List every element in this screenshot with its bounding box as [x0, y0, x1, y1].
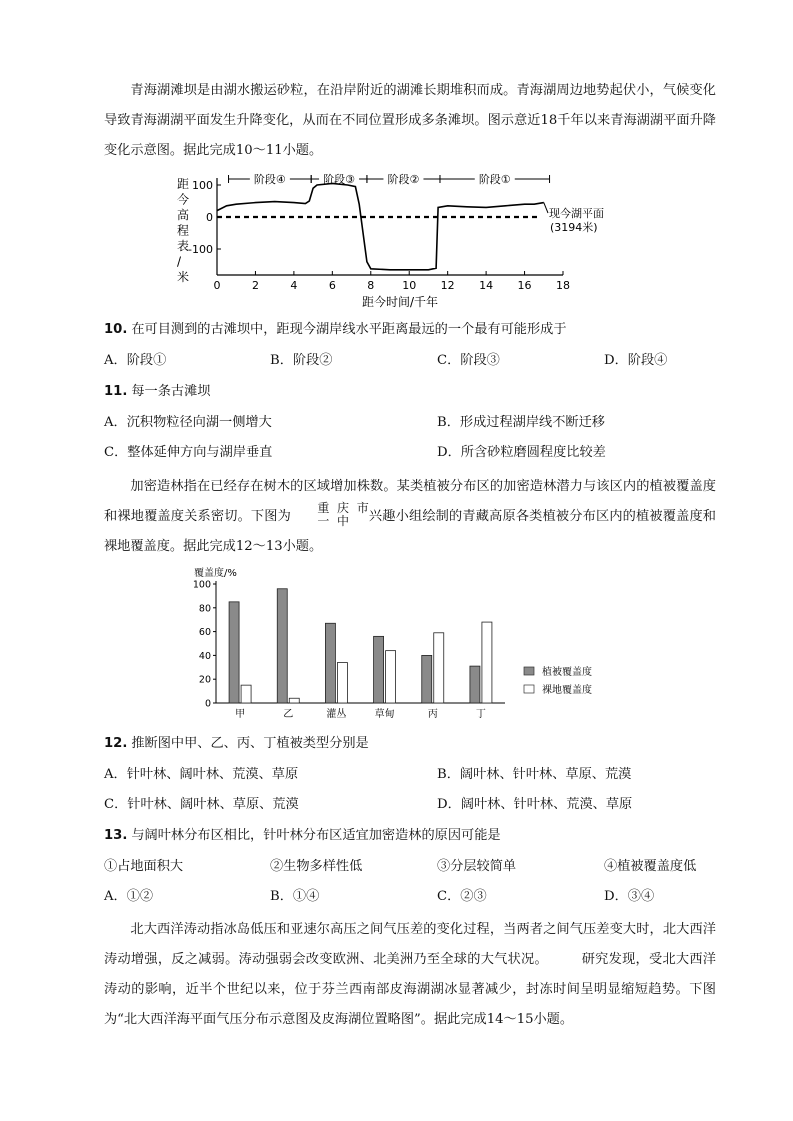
reference-label: 现今湖平面 [549, 207, 604, 220]
bar-bare-cover [289, 698, 299, 703]
question-12-text: 推断图中甲、乙、丙、丁植被类型分别是 [131, 736, 369, 751]
coverage-x-tick-label: 丁 [475, 709, 486, 720]
bar-bare-cover [386, 651, 396, 703]
lake-y-label-char: 表 [177, 239, 190, 253]
stage-label: 阶段④ [253, 173, 286, 186]
lake-x-tick-label: 2 [251, 279, 259, 292]
lake-stages [229, 172, 550, 186]
question-13: 13. 与阔叶林分布区相比，针叶林分布区适宜加密造林的原因可能是 [104, 828, 501, 843]
question-11: 11. 每一条古滩坝 [104, 384, 211, 399]
legend-bare: 裸地覆盖度 [542, 685, 592, 696]
lake-x-tick-label: 14 [479, 279, 494, 292]
q13-option-b[interactable]: B．①④ [270, 889, 320, 904]
lake-level-svg [168, 170, 628, 312]
lake-y-label [177, 177, 189, 284]
coverage-x-tick-label: 灌丛 [326, 709, 347, 720]
q13-item-4: ④植被覆盖度低 [604, 859, 697, 874]
lake-x-tick-label: 6 [328, 279, 336, 292]
coverage-x-tick-label: 草甸 [374, 709, 395, 720]
coverage-y-tick-label: 100 [192, 579, 211, 591]
legend-swatch-bare [524, 685, 534, 693]
lake-y-tick-label: 0 [206, 211, 213, 224]
coverage-x-tick-label: 乙 [283, 709, 294, 720]
lake-axes [188, 178, 570, 292]
question-10: 10. 在可目测到的古滩坝中，距现今湖岸线水平距离最远的一个最有可能形成于 [104, 322, 567, 337]
lake-level-curve [217, 183, 544, 269]
q11-option-b[interactable]: B．形成过程湖岸线不断迁移 [437, 415, 605, 430]
bar-bare-cover [241, 685, 251, 703]
lake-y-tick-label: 100 [192, 179, 213, 192]
q13-option-a[interactable]: A．①② [104, 889, 154, 904]
reference-label-leader [544, 203, 548, 213]
legend-swatch-veg [524, 667, 534, 675]
q11-option-d[interactable]: D．所含砂粒磨圆程度比较差 [437, 445, 606, 460]
coverage-axes [193, 580, 505, 710]
question-10-text: 在可目测到的古滩坝中，距现今湖岸线水平距离最远的一个最有可能形成于 [131, 322, 567, 337]
question-12: 12. 推断图中甲、乙、丙、丁植被类型分别是 [104, 736, 369, 751]
bar-bare-cover [482, 622, 492, 703]
coverage-y-label: 覆盖度/% [194, 568, 237, 579]
q13-option-d[interactable]: D．③④ [604, 889, 655, 904]
stage-label: 阶段① [478, 173, 511, 186]
q12-option-a[interactable]: A．针叶林、阔叶林、荒漠、草原 [104, 767, 299, 782]
question-13-text: 与阔叶林分布区相比，针叶林分布区适宜加密造林的原因可能是 [131, 828, 501, 843]
passage-nao: 北大西洋涛动指冰岛低压和亚速尔高压之间气压差的变化过程，当两者之间气压差变大时，北大西洋涛动增强，反之减弱。涛动强弱会改变欧洲、北美洲乃至全球的大气状况。 研究发现，受北大西洋涛动的影响，近半个世纪以来，位于芬兰西南部皮海湖湖冰显著减少，封冻时间呈明显缩短趋势。下图为“北大西洋海平面气压分布示意图及皮海湖位置略图”。据此完成14～15小题。 [104, 922, 716, 1027]
lake-x-tick-label: 12 [440, 279, 455, 292]
q13-item-2: ②生物多样性低 [270, 859, 363, 874]
lake-y-label-char: 今 [177, 192, 190, 207]
lake-level-line [217, 183, 548, 269]
coverage-y-tick-label: 80 [198, 603, 211, 615]
lake-y-label-char: 程 [177, 223, 190, 238]
coverage-y-tick-label: 0 [204, 698, 211, 710]
lake-x-tick-label: 10 [402, 279, 417, 292]
bar-veg-cover [325, 623, 335, 703]
q13-item-3: ③分层较简单 [437, 859, 517, 874]
bar-veg-cover [374, 636, 384, 703]
q13-item-1: ①占地面积大 [104, 859, 184, 874]
lake-y-label-char: 高 [177, 208, 190, 222]
q10-option-c[interactable]: C．阶段③ [437, 353, 500, 368]
lake-x-tick-label: 16 [517, 279, 532, 292]
bar-bare-cover [337, 663, 347, 703]
lake-y-label-char: 距 [177, 177, 190, 191]
bar-veg-cover [277, 589, 287, 703]
reference-value: (3194米) [550, 221, 598, 234]
lake-level-chart [168, 170, 628, 312]
stage-label: 阶段③ [323, 173, 355, 186]
q12-option-c[interactable]: C．针叶林、阔叶林、草原、荒漠 [104, 797, 299, 812]
coverage-x-tick-label: 甲 [235, 709, 246, 720]
lake-y-label-char: 米 [177, 270, 190, 284]
lake-x-tick-label: 18 [556, 279, 570, 292]
q13-option-c[interactable]: C．②③ [437, 889, 487, 904]
bar-veg-cover [422, 655, 432, 703]
q11-option-a[interactable]: A．沉积物粒径向湖一侧增大 [104, 415, 272, 430]
stage-label: 阶段② [387, 173, 420, 186]
lake-x-tick-label: 4 [290, 279, 298, 292]
lake-x-tick-label: 8 [367, 279, 375, 292]
lake-x-label: 距今时间/千年 [362, 295, 439, 309]
coverage-x-tick-label: 丙 [427, 709, 438, 720]
q12-option-d[interactable]: D．阔叶林、针叶林、荒漠、草原 [437, 797, 633, 812]
watermark-stamp: 重 庆 市 一 中 [317, 501, 369, 528]
q10-option-b[interactable]: B．阶段② [270, 353, 333, 368]
coverage-svg [190, 565, 610, 725]
passage-forest: 加密造林指在已经存在树木的区域增加株数。某类植被分布区的加密造林潜力与该区内的植被覆盖度和裸地覆盖度关系密切。下图为重 庆 市 一 中 兴趣小组绘制的青藏高原各类植被分布区内的植被覆盖度和裸地覆盖度。据此完成12～13小题。 [104, 479, 716, 554]
coverage-y-tick-label: 40 [198, 650, 211, 662]
coverage-chart [190, 565, 610, 725]
bar-veg-cover [470, 666, 480, 703]
lake-y-tick-label: -100 [188, 243, 213, 256]
legend-veg: 植被覆盖度 [542, 667, 592, 678]
passage-qinghai: 青海湖滩坝是由湖水搬运砂粒，在沿岸附近的湖滩长期堆积而成。青海湖周边地势起伏小，气候变化导致青海湖湖平面发生升降变化，从而在不同位置形成多条滩坝。图示意近18千年以来青海湖湖平面升降变化示意图。据此完成10～11小题。 [104, 83, 716, 158]
lake-x-tick-label: 0 [213, 279, 221, 292]
q10-option-a[interactable]: A．阶段① [104, 353, 167, 368]
coverage-legend [524, 665, 592, 696]
lake-y-label-char: / [177, 254, 182, 269]
coverage-y-tick-label: 60 [198, 627, 211, 639]
q11-option-c[interactable]: C．整体延伸方向与湖岸垂直 [104, 445, 273, 460]
bar-bare-cover [434, 633, 444, 703]
bar-veg-cover [229, 602, 239, 703]
coverage-bars [229, 589, 492, 720]
q12-option-b[interactable]: B．阔叶林、针叶林、草原、荒漠 [437, 767, 632, 782]
question-11-text: 每一条古滩坝 [131, 384, 211, 399]
coverage-y-tick-label: 20 [198, 674, 211, 686]
q10-option-d[interactable]: D．阶段④ [604, 353, 668, 368]
